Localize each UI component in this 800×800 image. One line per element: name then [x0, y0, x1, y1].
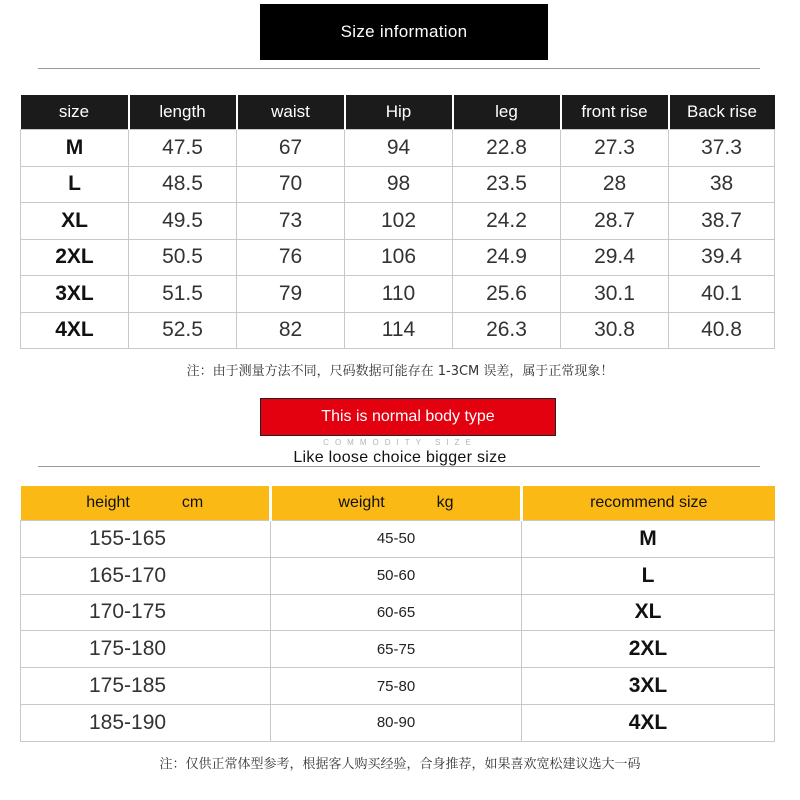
length-cell: 51.5 — [129, 276, 237, 313]
waist-cell: 67 — [237, 130, 345, 167]
loose-choice-note: Like loose choice bigger size — [293, 449, 507, 466]
front-rise-cell: 27.3 — [561, 130, 669, 167]
header-size: size — [21, 95, 129, 130]
commodity-size-label: COMMODITY SIZE — [323, 438, 477, 447]
weight-cell: 65-75 — [271, 631, 522, 668]
header-recommend-size: recommend size — [522, 486, 775, 521]
measurement-note: 注：由于测量方法不同，尺码数据可能存在 1-3CM 误差，属于正常现象！ — [186, 364, 614, 379]
hip-cell: 114 — [345, 312, 453, 349]
back-rise-cell: 40.8 — [669, 312, 775, 349]
recommend-size-cell: 3XL — [522, 668, 775, 705]
waist-cell: 76 — [237, 239, 345, 276]
recommend-table-header — [21, 486, 775, 521]
size-cell: 3XL — [21, 276, 129, 313]
header-height-label: height — [86, 494, 130, 511]
recommend-size-cell: 4XL — [522, 704, 775, 741]
leg-cell: 24.9 — [453, 239, 561, 276]
back-rise-cell: 40.1 — [669, 276, 775, 313]
front-rise-cell: 30.8 — [561, 312, 669, 349]
size-table-header — [21, 95, 775, 130]
table-row — [21, 239, 775, 276]
back-rise-cell: 37.3 — [669, 130, 775, 167]
waist-cell: 82 — [237, 312, 345, 349]
header-hip: Hip — [345, 95, 453, 130]
header-front-rise: front rise — [561, 95, 669, 130]
table-row — [21, 594, 775, 631]
table-row — [21, 557, 775, 594]
fit-note: 注：仅供正常体型参考，根据客人购买经验，合身推荐，如果喜欢宽松建议选大一码 — [159, 757, 641, 772]
back-rise-cell: 38.7 — [669, 203, 775, 240]
table-row — [21, 130, 775, 167]
weight-cell: 60-65 — [271, 594, 522, 631]
hip-cell: 102 — [345, 203, 453, 240]
recommend-size-cell: M — [522, 521, 775, 558]
back-rise-cell: 38 — [669, 166, 775, 203]
table-row — [21, 668, 775, 705]
recommend-size-cell: L — [522, 557, 775, 594]
header-height-unit: cm — [181, 494, 204, 511]
height-cell: 175-185 — [21, 668, 271, 705]
size-cell: M — [21, 130, 129, 167]
page-title: Size information — [260, 4, 548, 60]
front-rise-cell: 30.1 — [561, 276, 669, 313]
hip-cell: 110 — [345, 276, 453, 313]
table-row — [21, 203, 775, 240]
weight-cell: 80-90 — [271, 704, 522, 741]
recommend-table — [20, 486, 775, 742]
body-type-label: This is normal body type — [260, 398, 556, 436]
size-cell: XL — [21, 203, 129, 240]
table-row — [21, 631, 775, 668]
weight-cell: 50-60 — [271, 557, 522, 594]
header-leg: leg — [453, 95, 561, 130]
height-cell: 175-180 — [21, 631, 271, 668]
table-row — [21, 521, 775, 558]
header-weight — [271, 486, 522, 521]
weight-cell: 75-80 — [271, 668, 522, 705]
leg-cell: 25.6 — [453, 276, 561, 313]
leg-cell: 22.8 — [453, 130, 561, 167]
hip-cell: 98 — [345, 166, 453, 203]
length-cell: 50.5 — [129, 239, 237, 276]
header-waist: waist — [237, 95, 345, 130]
height-cell: 185-190 — [21, 704, 271, 741]
length-cell: 49.5 — [129, 203, 237, 240]
height-cell: 170-175 — [21, 594, 271, 631]
divider-top — [38, 68, 760, 69]
size-table — [20, 95, 775, 349]
leg-cell: 24.2 — [453, 203, 561, 240]
hip-cell: 106 — [345, 239, 453, 276]
waist-cell: 79 — [237, 276, 345, 313]
waist-cell: 70 — [237, 166, 345, 203]
leg-cell: 23.5 — [453, 166, 561, 203]
table-row — [21, 312, 775, 349]
front-rise-cell: 29.4 — [561, 239, 669, 276]
leg-cell: 26.3 — [453, 312, 561, 349]
hip-cell: 94 — [345, 130, 453, 167]
weight-cell: 45-50 — [271, 521, 522, 558]
table-row — [21, 166, 775, 203]
recommend-size-cell: 2XL — [522, 631, 775, 668]
table-row — [21, 276, 775, 313]
height-cell: 165-170 — [21, 557, 271, 594]
length-cell: 47.5 — [129, 130, 237, 167]
header-length: length — [129, 95, 237, 130]
waist-cell: 73 — [237, 203, 345, 240]
table-row — [21, 704, 775, 741]
header-weight-label: weight — [338, 494, 385, 511]
front-rise-cell: 28.7 — [561, 203, 669, 240]
back-rise-cell: 39.4 — [669, 239, 775, 276]
length-cell: 52.5 — [129, 312, 237, 349]
header-back-rise: Back rise — [669, 95, 775, 130]
size-cell: L — [21, 166, 129, 203]
height-cell: 155-165 — [21, 521, 271, 558]
header-height — [21, 486, 271, 521]
front-rise-cell: 28 — [561, 166, 669, 203]
recommend-size-cell: XL — [522, 594, 775, 631]
header-weight-unit: kg — [436, 494, 454, 511]
size-cell: 4XL — [21, 312, 129, 349]
length-cell: 48.5 — [129, 166, 237, 203]
size-cell: 2XL — [21, 239, 129, 276]
